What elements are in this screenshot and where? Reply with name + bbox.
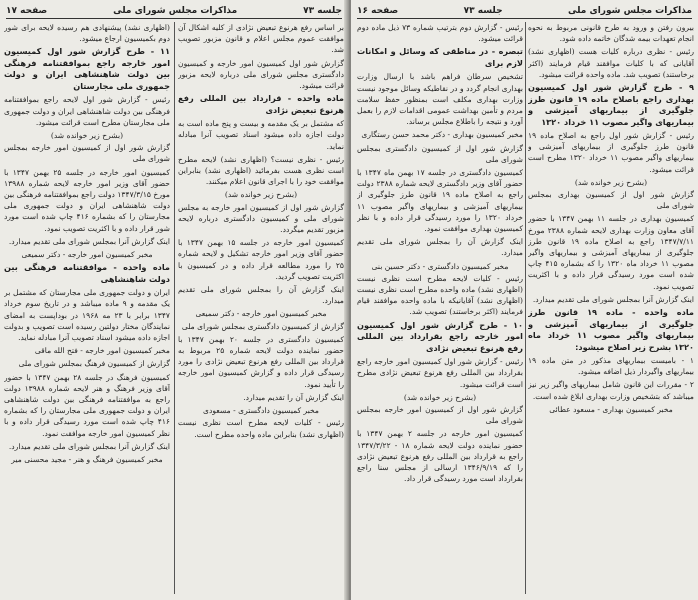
paragraph: کمیسیون امور خارجه در جلسه ۲ بهمن ۱۳۴۷ با حضور نماینده دولت لایحه شماره ۱۸ - ۱۳۴۷/۳/۲۲ راجع به قرارداد بین المللی رفع هرنوع تبعیض نژادی را که ۱۳۴۶/۹/۱۹ ارسالی از مجلس سنا راجع بقرارداد است مورد رسیدگی قرار داد.	[357, 429, 523, 484]
paragraph: کمیسیون فرهنگ در جلسه ۲۸ بهمن ۱۳۴۷ با حضور آقای وزیر فرهنگ و هنر لایحه شماره ۱۳۹۸۸ دولت راجع به موافقتنامه فرهنگی بین دولت شاهنشاهی ایران و دولت جمهوری ملی مجارستان را که بشماره ۴۱۶ چاپ شده است مورد رسیدگی قرار داده و با نظر کمیسیون امور خارجه موافقت نمود.	[4, 372, 170, 438]
paragraph: گزارش شور اول از کمیسیون بهداری بمجلس شورای ملی	[528, 190, 694, 211]
paragraph: گزارش از کمیسیون فرهنگ بمجلس شورای ملی	[18, 359, 170, 369]
paragraph: کمیسیون دادگستری در جلسه ۱۷ بهمن ماه ۱۳۴۷ با حضور آقای وزیر دادگستری لایحه شماره ۲۳۸۸ دولت راجع به اصلاح ماده ۱۹ قانون طرز جلوگیری از بیماریهای آمیزشی و بیماریهای واگیر مصوب ۱۱ خرداد ۱۳۲۰ را مورد رسیدگی قرار داده و با نظر کمیسیون بهداری موافقت نمود.	[357, 168, 523, 234]
right-page-right-column	[528, 22, 694, 596]
centered-note: (بشرح زیر خوانده شد)	[574, 177, 648, 187]
left-header-title: مذاکرات مجلس شورای ملی	[113, 6, 238, 16]
paragraph: گزارش شور اول از کمیسیون امور خارجه به مجلس شورای ملی و کمیسیون دادگستری درباره لایحه مزبور تقدیم میگردد.	[178, 202, 344, 235]
right-page	[351, 0, 698, 600]
paragraph: رئیس - کلیات لایحه مطرح است نظری نیست (اظهاری نشد) ماده واحده مطرح است نظری نیست (اظهاری نشد) آقایانیکه با ماده واحده موافقند قیام فرمایند (اکثر برخاستند) تصویب شد.	[357, 273, 523, 317]
paragraph: اینک گزارش آنرا بمجلس شورای ملی تقدیم میدارد.	[532, 294, 694, 304]
paragraph: اینک گزارش آنرا بمجلس شورای ملی تقدیم میدارد.	[8, 441, 170, 451]
centered-note: (بشرح زیر خوانده شد)	[224, 190, 298, 200]
centered-note: مخبر کمیسیون دادگستری - دکتر حسین بنی	[371, 261, 509, 271]
paragraph: مخبر کمیسیون امور خارجه - فتح الله ماقی	[34, 346, 170, 356]
right-page-header	[357, 4, 692, 19]
left-page-header	[6, 4, 342, 19]
paragraph: ۱ - بامیست بیماریهای مذکور در متن ماده ۱۹ بیماریهای واگیردار ذیل اضافه میشود.	[528, 356, 694, 377]
centered-note: (بشرح زیر خوانده شد)	[50, 131, 124, 141]
section-heading: ماده واحده - موافقتنامه فرهنگی بین دولت شاهنشاهی	[4, 262, 170, 284]
paragraph: گزارش شور اول از کمیسیون دادگستری بمجلس شورای ملی	[357, 143, 523, 164]
column-divider	[525, 22, 526, 594]
right-header-page-number: صفحه ۱۶	[357, 6, 399, 16]
paragraph: ۲ - مقررات این قانون شامل بیماریهای واگیر زیر نیز میباشد که بتشخیص وزارت بهداری ابلاغ شده است.	[528, 380, 694, 401]
section-heading: ۱۱ - طرح گزارش شور اول کمیسیون امور خارجه راجع بموافقتنامه فرهنگی بین دولت شاهنشاهی ایران و دولت جمهوری ملی مجارستان	[4, 46, 170, 91]
paragraph: (اظهاری نشد) پیشنهادی هم رسیده لایحه برای شور دوم بکمیسیون ارجاع میشود.	[4, 23, 170, 44]
paragraph: ایران و دولت جمهوری ملی مجارستان که مشتمل بر یک مقدمه و ۹ ماده میباشد و در تاریخ سوم خرداد ۱۳۴۷ برابر با ۲۳ مه ۱۹۶۸ در بوداپست به امضای نمایندگان مختار دولتین رسیده است تصویب و بدولت اجازه داده میشود اسناد تصویب آنرا مبادله نماید.	[4, 288, 170, 343]
paragraph: گزارش از کمیسیون دادگستری بمجلس شورای ملی	[181, 321, 344, 331]
paragraph: رئیس - گزارش شور اول راجع به اصلاح ماده ۱۹ قانون طرز جلوگیری از بیماریهای آمیزشی و بیماریهای واگیر مصوب ۱۱ خرداد ۱۳۲۰ مطرح است قرائت میشود.	[528, 131, 694, 174]
paragraph: رئیس - گزارش دوم بترتیب شماره ۷۳ ذیل ماده دوم قرائت میشود.	[357, 23, 523, 44]
centered-note: مخبر کمیسیون دادگستری - مسعودی	[203, 406, 319, 416]
right-header-session: جلسه ۷۳	[463, 6, 503, 16]
right-page-left-column	[357, 22, 523, 596]
paragraph: گزارش شور اول از کمیسیون امور خارجه بمجلس شورای ملی	[4, 143, 170, 164]
column-divider	[174, 22, 175, 594]
paragraph: مخبر کمیسیون بهداری - دکتر محمد حسن رستگاری	[361, 130, 523, 140]
paragraph: کمیسیون بهداری در جلسه ۱۱ بهمن ۱۳۴۷ با حضور آقای معاون وزارت بهداری لایحه شماره ۲۳۸۸ مورخ ۱۳۴۷/۷/۱۱ راجع به اصلاح ماده ۱۹ قانون طرز جلوگیری از بیماریهای آمیزشی و بیماریهای واگیر مصوب ۱۱ خرداد ماه ۱۳۲۰ را که بشماره ۴۱۵ چاپ شده است مورد رسیدگی قرار داده و با اکثریت تصویب نمود.	[528, 214, 694, 291]
paragraph: کمیسیون دادگستری در جلسه ۲۰ بهمن ۱۳۴۷ با حضور نماینده دولت لایحه شماره ۲۵ مربوط به قرارداد بین المللی رفع هرنوع تبعیض نژادی را مورد رسیدگی قرار داده و گزارش کمیسیون امور خارجه را تأیید نمود.	[178, 334, 344, 389]
paragraph: رئیس - گزارش شور اول کمیسیون امور خارجه راجع بقرارداد بین المللی رفع هرنوع تبعیض نژادی مطرح است قرائت میشود.	[357, 357, 523, 389]
centered-note: مخبر کمیسیون امور خارجه - دکتر سمیعی	[21, 250, 153, 260]
paragraph: تشخیص سرطان فراهم باشد با ارسال وزارت بهداری انجام گردد و در نقاطیکه وسائل موجود نیست وزارت بهداری مکلف است بمنظور حفظ سلامت مردم و تأمین بهداشت عمومی اقدامات لازم را بعمل آورد و نتیجه را باطلاع مجلس برساند.	[357, 72, 523, 127]
centered-note: مخبر کمیسیون بهداری - مسعود عطائی	[549, 404, 673, 414]
centered-note: مخبر کمیسیون امور خارجه - دکتر سمیعی	[195, 309, 327, 319]
paragraph: رئیس - نظری نیست؟ (اظهاری نشد) لایحه مطرح است نظری هست بفرمائید (اظهاری نشد) بنابراین موافقت خود را با اجرای قانون اعلام میکنند.	[178, 154, 344, 187]
paragraph: رئیس - کلیات لایحه مطرح است نظری نیست (اظهاری نشد) بنابراین ماده واحده مطرح است.	[178, 418, 344, 439]
paragraph: اینک گزارش آن را بمجلس شورای ملی تقدیم میدارد.	[178, 285, 344, 306]
paragraph: اینک گزارش آن را تقدیم میدارد.	[243, 392, 344, 402]
centered-note: مخبر کمیسیون فرهنگ و هنر - مجید محسنی میر	[11, 455, 163, 465]
section-heading: ماده واحده - قرارداد بین المللی رفع هرنوع تبعیض نژادی	[178, 93, 344, 115]
left-page	[0, 0, 348, 600]
paragraph: رئیس - گزارش شور اول لایحه راجع بموافقتنامه فرهنگی بین دولت شاهنشاهی ایران و دولت جمهوری ملی مجارستان مطرح است قرائت میشود.	[4, 95, 170, 127]
section-heading: ۱۰ - طرح گزارش شور اول کمیسیون امور خارجه راجع بقرارداد بین المللی رفع هرنوع تبعیض نژادی	[357, 319, 523, 353]
left-header-session: جلسه ۷۳	[303, 6, 342, 16]
paragraph: بر اساس رفع هرنوع تبعیض نژادی از کلیه اشکال آن موافقت عموم مجلس اعلام و قانون مزبور تصویب شد.	[178, 23, 344, 55]
paragraph: رئیس - نظری درباره کلیات هست (اظهاری نشد) آقایانی که با کلیات موافقند قیام فرمایند (اکثر برخاستند) تصویب شد. ماده واحده قرائت میشود.	[528, 47, 694, 79]
paragraph: گزارش شور اول کمیسیون امور خارجه و کمیسیون دادگستری مجلس شورای ملی درباره لایحه مزبور قرائت میشود.	[178, 58, 344, 91]
left-page-right-column	[178, 22, 344, 596]
section-heading: ۹ - طرح گزارش شور اول کمیسیون بهداری راجع باصلاح ماده ۱۹ قانون طرز جلوگیری از بیماریهای آمیزشی و بیماریهای واگیر مصوب ۱۱ خرداد ۱۳۲۰	[528, 82, 694, 127]
paragraph: بیرون رفتن و ورود به طرح قانونی مربوط به نحوه انجام تعهدات بیمه شدگان خاتمه داده شود.	[528, 23, 694, 44]
centered-note: (بشرح زیر خوانده شد)	[403, 392, 477, 402]
section-heading: ماده واحده - ماده ۱۹ قانون طرز جلوگیری از بیماریهای آمیزشی و بیماریهای واگیر مصوب ۱۱ خرداد ماه ۱۳۲۰ بشرح زیر اصلاح میشود:	[528, 307, 694, 352]
paragraph: کمیسیون امور خارجه در جلسه ۱۵ بهمن ۱۳۴۷ با حضور آقای وزیر امور خارجه تشکیل و لایحه شماره ۲۵ را مورد مطالعه قرار داده و در کمیسیون با اکثریت تصویب گردید.	[178, 238, 344, 281]
left-header-page-number: صفحه ۱۷	[6, 6, 48, 16]
right-header-title: مذاکرات مجلس شورای ملی	[567, 6, 692, 16]
left-page-left-column	[4, 22, 170, 596]
paragraph: که مشتمل بر یک مقدمه و بیست و پنج ماده است به دولت اجازه داده میشود اسناد تصویب آنرا مبادله نماید.	[178, 119, 344, 151]
paragraph: اینک گزارش آن را بمجلس شورای ملی تقدیم میدارد.	[357, 237, 523, 258]
paragraph: کمیسیون امور خارجه در جلسه ۲۵ بهمن ۱۳۴۷ با حضور آقای وزیر امور خارجه لایحه شماره ۱۳۹۸۸ مورخ ۱۳۴۷/۳/۱۵ دولت راجع بموافقتنامه فرهنگی بین دولت شاهنشاهی ایران و دولت جمهوری ملی مجارستان را که بشماره ۴۱۶ چاپ شده است مورد شور قرار داده و با اکثریت تصویب نمود.	[4, 167, 170, 233]
paragraph: اینک گزارش آنرا بمجلس شورای ملی تقدیم میدارد.	[8, 236, 170, 246]
paragraph: گزارش شور اول از کمیسیون امور خارجه بمجلس شورای ملی	[357, 404, 523, 426]
section-heading: تبصره - در مناطقی که وسائل و امکانات لازم برای	[357, 46, 523, 68]
